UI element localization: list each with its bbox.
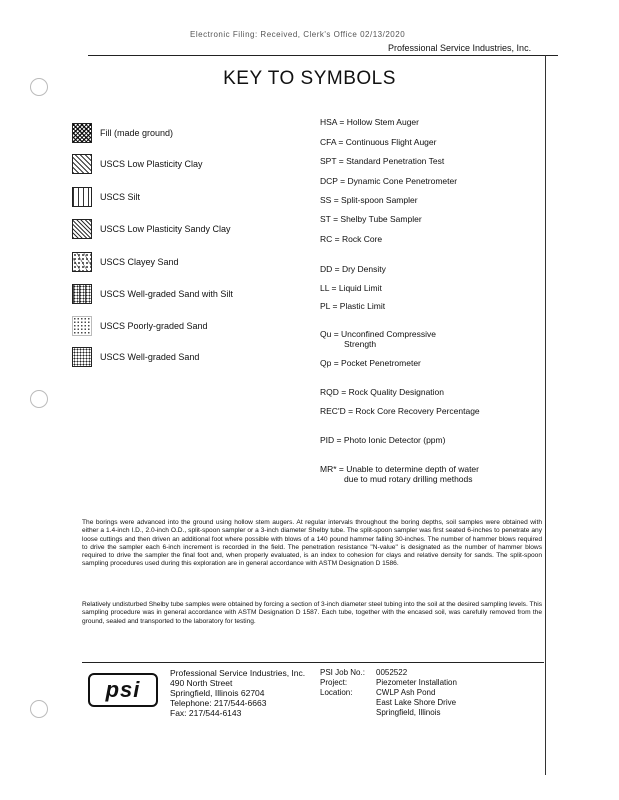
page-title: KEY TO SYMBOLS [223, 68, 396, 89]
legend-item-well-graded-sand [72, 347, 199, 367]
legend-item-clayey-sand [72, 252, 179, 272]
legend-label: USCS Poorly-graded Sand [100, 321, 208, 331]
abbr-recd: REC'D = Rock Core Recovery Percentage [320, 406, 480, 416]
filing-stamp: Electronic Filing: Received, Clerk's Office 02/13/2020 [190, 30, 406, 39]
abbr-st: ST = Shelby Tube Sampler [320, 214, 422, 224]
fill-pattern-icon [72, 123, 92, 143]
sand-silt-pattern-icon [72, 284, 92, 304]
well-sand-pattern-icon [72, 347, 92, 367]
footer-project-info [320, 668, 457, 718]
abbr-ss: SS = Split-spoon Sampler [320, 195, 418, 205]
abbr-cfa: CFA = Continuous Flight Auger [320, 137, 437, 147]
header-company: Professional Service Industries, Inc. [388, 43, 532, 53]
poor-sand-pattern-icon [72, 316, 92, 336]
location-value: Springfield, Illinois [376, 708, 441, 717]
legend-label: USCS Low Plasticity Clay [100, 159, 203, 169]
abbr-line: MR* = Unable to determine depth of water [320, 464, 479, 474]
footer-rule [82, 662, 544, 663]
abbr-line: due to mud rotary drilling methods [344, 474, 473, 484]
legend-item-poorly-graded-sand [72, 316, 208, 336]
abbr-line: Strength [344, 339, 377, 349]
abbr-ll: LL = Liquid Limit [320, 283, 382, 293]
logo-text: psi [105, 677, 141, 702]
legend-item-silt [72, 187, 140, 207]
legend-item-sand-with-silt [72, 284, 233, 304]
legend-label: USCS Low Plasticity Sandy Clay [100, 224, 231, 234]
legend-item-fill [72, 123, 173, 143]
footer-company: Professional Service Industries, Inc. [170, 668, 306, 678]
abbr-pl: PL = Plastic Limit [320, 301, 386, 311]
job-value: 0052522 [376, 668, 408, 677]
abbr-dd: DD = Dry Density [320, 264, 386, 274]
footer-fax: Fax: 217/544-6143 [170, 708, 242, 718]
abbr-qu [320, 329, 436, 349]
location-value: CWLP Ash Pond [376, 688, 436, 697]
legend-label: USCS Well-graded Sand [100, 352, 200, 362]
abbr-rqd: RQD = Rock Quality Designation [320, 387, 445, 397]
clay-pattern-icon [72, 154, 92, 174]
abbr-rc: RC = Rock Core [320, 234, 383, 244]
paragraph-shelby-tube: Relatively undisturbed Shelby tube samples were obtained by forcing a section of 3-inch diameter steel tubing into the soil at the desired sampling levels. This sampling procedure was in general accordance with ASTM Designation D 1587. Each tube, together with the encased soil, was carefully removed from the ground, sealed and transported to the laboratory for testing. [82, 601, 542, 625]
abbr-line: Qu = Unconfined Compressive [320, 329, 436, 339]
legend-item-clay [72, 154, 203, 174]
location-value: East Lake Shore Drive [376, 698, 457, 707]
clayey-sand-pattern-icon [72, 252, 92, 272]
footer-address [170, 668, 305, 718]
project-value: Piezometer Installation [376, 678, 457, 687]
sandy-clay-pattern-icon [72, 219, 92, 239]
binder-hole [30, 700, 48, 718]
legend-label: USCS Clayey Sand [100, 257, 179, 267]
paragraph-boring-method: The borings were advanced into the ground using hollow stem augers. At regular intervals throughout the boring depths, soil samples were obtained with either a 1.4-inch I.D., 2.0-inch O.D., split-spoon sampler or a 3-inch diameter Shelby tube. The split-spoon sampler was first seated 6-inches to penetrate any loose cuttings and then driven an additional foot where possible with blows of a 140 pound hammer falling 30-inches. The number of hammer blows required to drive the sampler each 6-inch increment is recorded in the field. The penetration resistance "N-value" is designated as the number of hammer blows required to drive the sampler the final foot and, when properly evaluated, is an index to cohesion for clays and relative density for sands. The split-spoon sampling procedures used during this exploration are in general accordance with ASTM Designation D 1586. [82, 519, 542, 568]
abbr-pid: PID = Photo Ionic Detector (ppm) [320, 435, 446, 445]
abbr-dcp: DCP = Dynamic Cone Penetrometer [320, 176, 458, 186]
side-rule [545, 55, 546, 775]
silt-pattern-icon [72, 187, 92, 207]
job-label: PSI Job No.: [320, 668, 365, 677]
location-label: Location: [320, 688, 353, 697]
legend-label: USCS Well-graded Sand with Silt [100, 289, 233, 299]
footer-street: 490 North Street [170, 678, 233, 688]
footer-city: Springfield, Illinois 62704 [170, 688, 265, 698]
abbr-hsa: HSA = Hollow Stem Auger [320, 117, 419, 127]
footer-telephone: Telephone: 217/544-6663 [170, 698, 267, 708]
header-rule [88, 55, 558, 56]
psi-logo [88, 673, 158, 707]
abbr-spt: SPT = Standard Penetration Test [320, 156, 445, 166]
binder-hole [30, 390, 48, 408]
abbr-mr [320, 464, 479, 484]
project-label: Project: [320, 678, 348, 687]
legend-label: Fill (made ground) [100, 128, 174, 138]
legend-label: USCS Silt [100, 192, 141, 202]
abbr-qp: Qp = Pocket Penetrometer [320, 358, 421, 368]
legend-item-sandy-clay [72, 219, 231, 239]
